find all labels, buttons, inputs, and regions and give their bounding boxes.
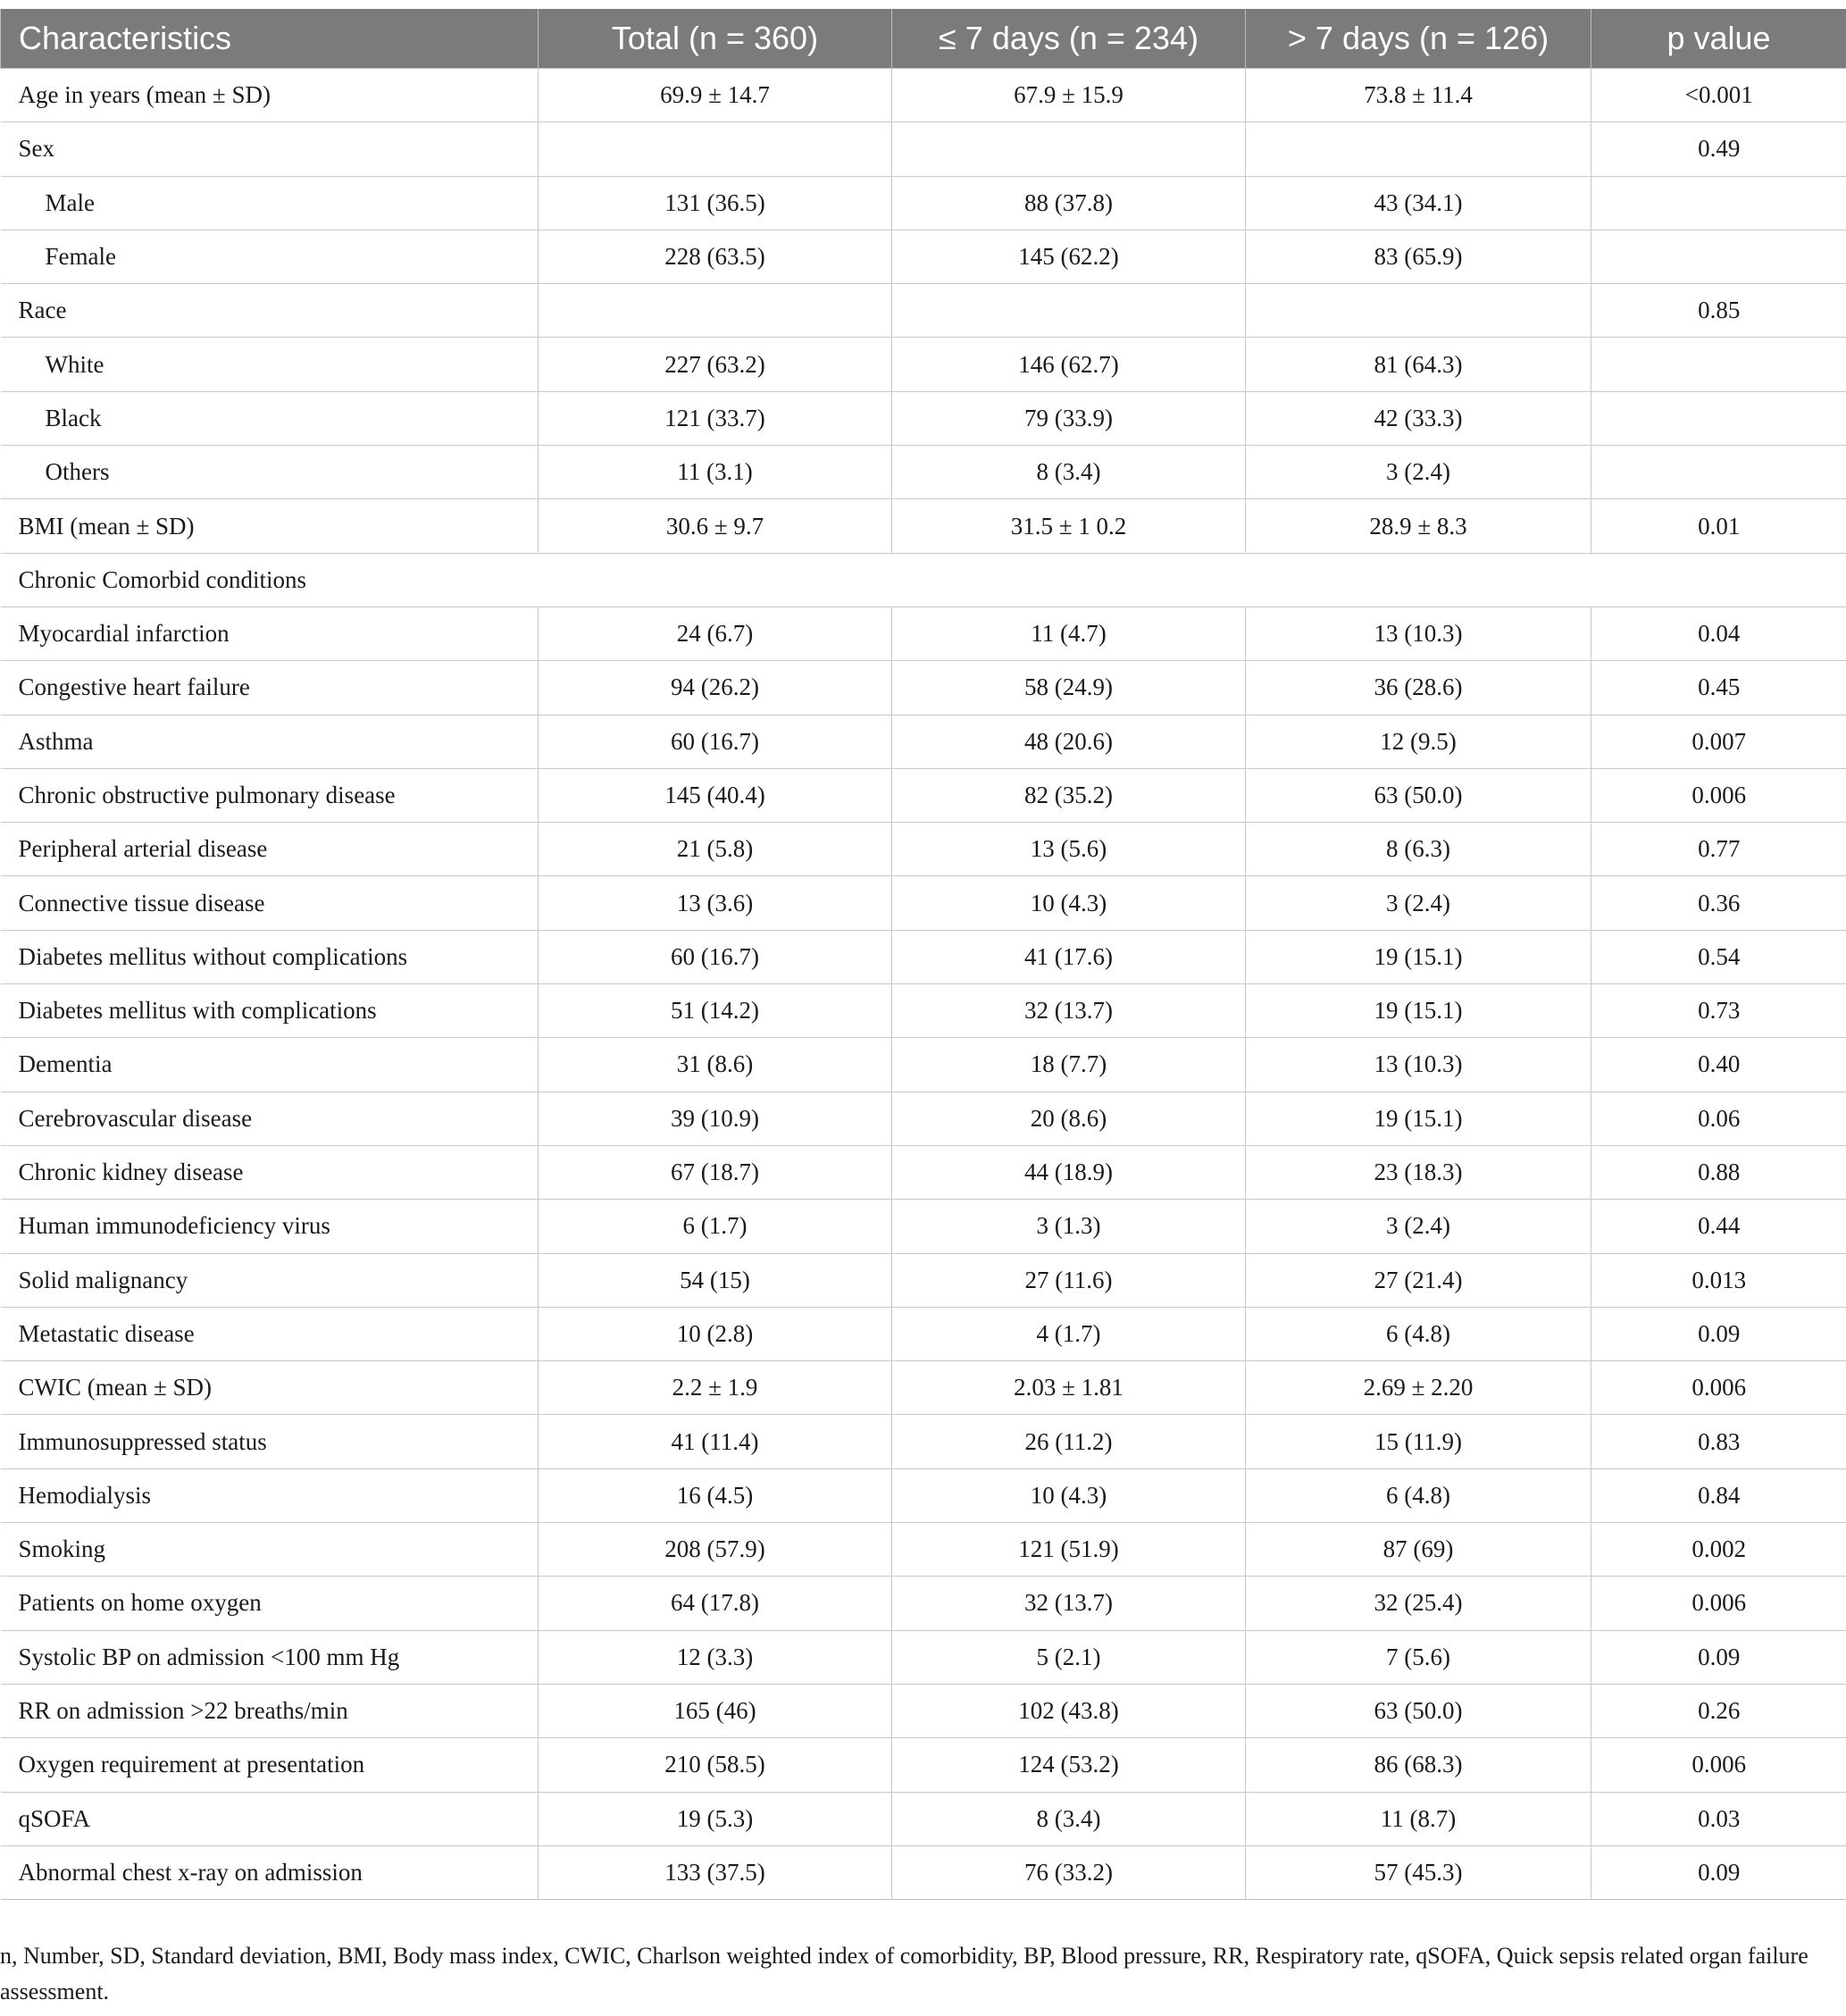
cell-p-value: 0.06	[1591, 1092, 1846, 1145]
cell-p-value: 0.006	[1591, 1738, 1846, 1792]
cell-le-7-days: 32 (13.7)	[892, 984, 1246, 1038]
cell-p-value: 0.77	[1591, 823, 1846, 876]
cell-p-value: 0.002	[1591, 1523, 1846, 1577]
table-row	[1, 823, 1846, 876]
cell-total: 208 (57.9)	[539, 1523, 892, 1577]
cell-total: 39 (10.9)	[539, 1092, 892, 1145]
row-label: Diabetes mellitus without complications	[1, 930, 539, 983]
cell-total: 51 (14.2)	[539, 984, 892, 1038]
table-row	[1, 768, 1846, 822]
cell-p-value: 0.007	[1591, 715, 1846, 768]
cell-gt-7-days: 3 (2.4)	[1246, 876, 1591, 930]
table-footnote: n, Number, SD, Standard deviation, BMI, Body mass index, CWIC, Charlson weighted index of comorbidity, BP, Blood pressure, RR, Respiratory rate, qSOFA, Quick sepsis related organ failure assessment.	[0, 1943, 1808, 2004]
cell-le-7-days: 79 (33.9)	[892, 391, 1246, 445]
row-label: RR on admission >22 breaths/min	[1, 1684, 539, 1737]
cell-gt-7-days: 43 (34.1)	[1246, 176, 1591, 230]
row-label: Systolic BP on admission <100 mm Hg	[1, 1630, 539, 1684]
cell-le-7-days	[892, 284, 1246, 338]
table-row	[1, 715, 1846, 768]
table-row	[1, 1038, 1846, 1092]
cell-p-value: 0.85	[1591, 284, 1846, 338]
row-label: Immunosuppressed status	[1, 1415, 539, 1468]
table-row	[1, 1738, 1846, 1792]
cell-total	[539, 122, 892, 176]
cell-gt-7-days: 15 (11.9)	[1246, 1415, 1591, 1468]
table-body	[1, 69, 1846, 1900]
cell-gt-7-days: 13 (10.3)	[1246, 1038, 1591, 1092]
row-label: Smoking	[1, 1523, 539, 1577]
cell-p-value	[1591, 446, 1846, 499]
table-row	[1, 1845, 1846, 1899]
cell-total: 2.2 ± 1.9	[539, 1361, 892, 1415]
table-row	[1, 1415, 1846, 1468]
cell-total: 30.6 ± 9.7	[539, 499, 892, 553]
cell-total: 145 (40.4)	[539, 768, 892, 822]
cell-total: 54 (15)	[539, 1253, 892, 1307]
cell-total	[539, 284, 892, 338]
row-label: Chronic kidney disease	[1, 1145, 539, 1199]
cell-total: 60 (16.7)	[539, 930, 892, 983]
cell-le-7-days: 27 (11.6)	[892, 1253, 1246, 1307]
cell-le-7-days: 8 (3.4)	[892, 1792, 1246, 1845]
cell-le-7-days: 13 (5.6)	[892, 823, 1246, 876]
table-row	[1, 1361, 1846, 1415]
cell-p-value: 0.84	[1591, 1468, 1846, 1522]
table-row	[1, 1468, 1846, 1522]
table-row	[1, 1684, 1846, 1737]
table-row	[1, 338, 1846, 391]
cell-gt-7-days: 32 (25.4)	[1246, 1577, 1591, 1630]
cell-total: 6 (1.7)	[539, 1200, 892, 1253]
cell-gt-7-days: 81 (64.3)	[1246, 338, 1591, 391]
cell-p-value: 0.44	[1591, 1200, 1846, 1253]
cell-total: 228 (63.5)	[539, 230, 892, 283]
cell-gt-7-days: 63 (50.0)	[1246, 1684, 1591, 1737]
cell-gt-7-days: 6 (4.8)	[1246, 1468, 1591, 1522]
cell-le-7-days: 11 (4.7)	[892, 606, 1246, 660]
cell-p-value: 0.88	[1591, 1145, 1846, 1199]
row-label: Myocardial infarction	[1, 606, 539, 660]
cell-le-7-days: 67.9 ± 15.9	[892, 69, 1246, 122]
table-row	[1, 661, 1846, 715]
cell-p-value: <0.001	[1591, 69, 1846, 122]
table-row	[1, 1092, 1846, 1145]
cell-le-7-days: 146 (62.7)	[892, 338, 1246, 391]
cell-le-7-days: 58 (24.9)	[892, 661, 1246, 715]
row-label: Hemodialysis	[1, 1468, 539, 1522]
cell-total: 94 (26.2)	[539, 661, 892, 715]
cell-gt-7-days	[1246, 284, 1591, 338]
cell-p-value: 0.013	[1591, 1253, 1846, 1307]
table-row	[1, 553, 1846, 606]
cell-p-value: 0.006	[1591, 1361, 1846, 1415]
cell-gt-7-days: 87 (69)	[1246, 1523, 1591, 1577]
cell-gt-7-days: 3 (2.4)	[1246, 446, 1591, 499]
row-label: Female	[1, 230, 539, 283]
cell-gt-7-days: 36 (28.6)	[1246, 661, 1591, 715]
cell-p-value	[1591, 391, 1846, 445]
row-label: Connective tissue disease	[1, 876, 539, 930]
table-header-row	[1, 9, 1846, 69]
row-label: Metastatic disease	[1, 1307, 539, 1360]
cell-gt-7-days: 19 (15.1)	[1246, 1092, 1591, 1145]
table-row	[1, 230, 1846, 283]
cell-le-7-days: 31.5 ± 1 0.2	[892, 499, 1246, 553]
cell-gt-7-days: 6 (4.8)	[1246, 1307, 1591, 1360]
cell-total: 69.9 ± 14.7	[539, 69, 892, 122]
cell-gt-7-days: 13 (10.3)	[1246, 606, 1591, 660]
cell-le-7-days: 4 (1.7)	[892, 1307, 1246, 1360]
row-label: Sex	[1, 122, 539, 176]
table-row	[1, 1523, 1846, 1577]
cell-total: 60 (16.7)	[539, 715, 892, 768]
header-total: Total (n = 360)	[539, 9, 892, 69]
cell-le-7-days: 10 (4.3)	[892, 1468, 1246, 1522]
header-p-value: p value	[1591, 9, 1846, 69]
row-label: BMI (mean ± SD)	[1, 499, 539, 553]
table-row	[1, 984, 1846, 1038]
cell-p-value: 0.006	[1591, 768, 1846, 822]
row-label: CWIC (mean ± SD)	[1, 1361, 539, 1415]
row-label: Human immunodeficiency virus	[1, 1200, 539, 1253]
characteristics-table	[0, 9, 1846, 1900]
cell-le-7-days: 82 (35.2)	[892, 768, 1246, 822]
cell-gt-7-days: 8 (6.3)	[1246, 823, 1591, 876]
row-label: qSOFA	[1, 1792, 539, 1845]
cell-gt-7-days: 63 (50.0)	[1246, 768, 1591, 822]
cell-gt-7-days: 19 (15.1)	[1246, 930, 1591, 983]
row-label: Race	[1, 284, 539, 338]
cell-gt-7-days: 73.8 ± 11.4	[1246, 69, 1591, 122]
table-row	[1, 1792, 1846, 1845]
cell-gt-7-days: 2.69 ± 2.20	[1246, 1361, 1591, 1415]
row-label: Patients on home oxygen	[1, 1577, 539, 1630]
cell-gt-7-days: 19 (15.1)	[1246, 984, 1591, 1038]
cell-total: 19 (5.3)	[539, 1792, 892, 1845]
cell-gt-7-days: 12 (9.5)	[1246, 715, 1591, 768]
cell-total: 13 (3.6)	[539, 876, 892, 930]
table-row	[1, 391, 1846, 445]
cell-p-value: 0.006	[1591, 1577, 1846, 1630]
table-row	[1, 122, 1846, 176]
cell-total: 121 (33.7)	[539, 391, 892, 445]
row-label: Black	[1, 391, 539, 445]
cell-le-7-days: 32 (13.7)	[892, 1577, 1246, 1630]
row-label: Diabetes mellitus with complications	[1, 984, 539, 1038]
cell-gt-7-days: 7 (5.6)	[1246, 1630, 1591, 1684]
cell-p-value	[1591, 230, 1846, 283]
table-row	[1, 1200, 1846, 1253]
cell-le-7-days: 26 (11.2)	[892, 1415, 1246, 1468]
cell-le-7-days: 76 (33.2)	[892, 1845, 1246, 1899]
cell-p-value: 0.36	[1591, 876, 1846, 930]
cell-total: 24 (6.7)	[539, 606, 892, 660]
cell-gt-7-days: 11 (8.7)	[1246, 1792, 1591, 1845]
header-characteristics: Characteristics	[1, 9, 539, 69]
row-label: Peripheral arterial disease	[1, 823, 539, 876]
cell-p-value: 0.26	[1591, 1684, 1846, 1737]
cell-gt-7-days: 23 (18.3)	[1246, 1145, 1591, 1199]
cell-le-7-days: 2.03 ± 1.81	[892, 1361, 1246, 1415]
cell-p-value: 0.45	[1591, 661, 1846, 715]
cell-total: 11 (3.1)	[539, 446, 892, 499]
cell-total: 12 (3.3)	[539, 1630, 892, 1684]
cell-le-7-days: 3 (1.3)	[892, 1200, 1246, 1253]
cell-total: 133 (37.5)	[539, 1845, 892, 1899]
cell-le-7-days: 41 (17.6)	[892, 930, 1246, 983]
cell-le-7-days	[892, 122, 1246, 176]
cell-le-7-days: 145 (62.2)	[892, 230, 1246, 283]
row-label: Others	[1, 446, 539, 499]
table-row	[1, 1307, 1846, 1360]
cell-gt-7-days	[1246, 122, 1591, 176]
cell-le-7-days: 8 (3.4)	[892, 446, 1246, 499]
cell-le-7-days: 20 (8.6)	[892, 1092, 1246, 1145]
table-row	[1, 1630, 1846, 1684]
cell-p-value	[1591, 338, 1846, 391]
cell-le-7-days: 121 (51.9)	[892, 1523, 1246, 1577]
table-row	[1, 446, 1846, 499]
cell-total: 227 (63.2)	[539, 338, 892, 391]
cell-total: 41 (11.4)	[539, 1415, 892, 1468]
row-label: Male	[1, 176, 539, 230]
row-label: Abnormal chest x-ray on admission	[1, 1845, 539, 1899]
cell-p-value: 0.54	[1591, 930, 1846, 983]
header-gt-7-days: > 7 days (n = 126)	[1246, 9, 1591, 69]
section-label: Chronic Comorbid conditions	[1, 553, 1846, 606]
row-label: White	[1, 338, 539, 391]
cell-gt-7-days: 57 (45.3)	[1246, 1845, 1591, 1899]
cell-le-7-days: 5 (2.1)	[892, 1630, 1246, 1684]
cell-total: 16 (4.5)	[539, 1468, 892, 1522]
cell-p-value: 0.01	[1591, 499, 1846, 553]
row-label: Chronic obstructive pulmonary disease	[1, 768, 539, 822]
cell-total: 131 (36.5)	[539, 176, 892, 230]
cell-gt-7-days: 3 (2.4)	[1246, 1200, 1591, 1253]
cell-p-value: 0.04	[1591, 606, 1846, 660]
cell-le-7-days: 124 (53.2)	[892, 1738, 1246, 1792]
table-row	[1, 930, 1846, 983]
table-row	[1, 69, 1846, 122]
row-label: Asthma	[1, 715, 539, 768]
row-label: Cerebrovascular disease	[1, 1092, 539, 1145]
cell-p-value: 0.40	[1591, 1038, 1846, 1092]
cell-p-value: 0.09	[1591, 1630, 1846, 1684]
cell-le-7-days: 18 (7.7)	[892, 1038, 1246, 1092]
cell-le-7-days: 88 (37.8)	[892, 176, 1246, 230]
cell-total: 64 (17.8)	[539, 1577, 892, 1630]
table-row	[1, 284, 1846, 338]
cell-gt-7-days: 86 (68.3)	[1246, 1738, 1591, 1792]
table-row	[1, 499, 1846, 553]
row-label: Oxygen requirement at presentation	[1, 1738, 539, 1792]
cell-p-value: 0.73	[1591, 984, 1846, 1038]
cell-gt-7-days: 27 (21.4)	[1246, 1253, 1591, 1307]
cell-p-value: 0.03	[1591, 1792, 1846, 1845]
cell-p-value: 0.83	[1591, 1415, 1846, 1468]
table-row	[1, 1145, 1846, 1199]
table-row	[1, 606, 1846, 660]
header-le-7-days: ≤ 7 days (n = 234)	[892, 9, 1246, 69]
cell-le-7-days: 102 (43.8)	[892, 1684, 1246, 1737]
cell-gt-7-days: 28.9 ± 8.3	[1246, 499, 1591, 553]
cell-total: 21 (5.8)	[539, 823, 892, 876]
row-label: Dementia	[1, 1038, 539, 1092]
cell-total: 10 (2.8)	[539, 1307, 892, 1360]
cell-p-value: 0.09	[1591, 1845, 1846, 1899]
row-label: Congestive heart failure	[1, 661, 539, 715]
table-row	[1, 876, 1846, 930]
cell-total: 31 (8.6)	[539, 1038, 892, 1092]
cell-total: 67 (18.7)	[539, 1145, 892, 1199]
cell-gt-7-days: 42 (33.3)	[1246, 391, 1591, 445]
cell-p-value: 0.09	[1591, 1307, 1846, 1360]
table-row	[1, 1577, 1846, 1630]
cell-le-7-days: 10 (4.3)	[892, 876, 1246, 930]
cell-total: 165 (46)	[539, 1684, 892, 1737]
cell-le-7-days: 44 (18.9)	[892, 1145, 1246, 1199]
cell-le-7-days: 48 (20.6)	[892, 715, 1246, 768]
row-label: Age in years (mean ± SD)	[1, 69, 539, 122]
table-row	[1, 1253, 1846, 1307]
cell-p-value	[1591, 176, 1846, 230]
cell-gt-7-days: 83 (65.9)	[1246, 230, 1591, 283]
table-row	[1, 176, 1846, 230]
cell-total: 210 (58.5)	[539, 1738, 892, 1792]
row-label: Solid malignancy	[1, 1253, 539, 1307]
cell-p-value: 0.49	[1591, 122, 1846, 176]
